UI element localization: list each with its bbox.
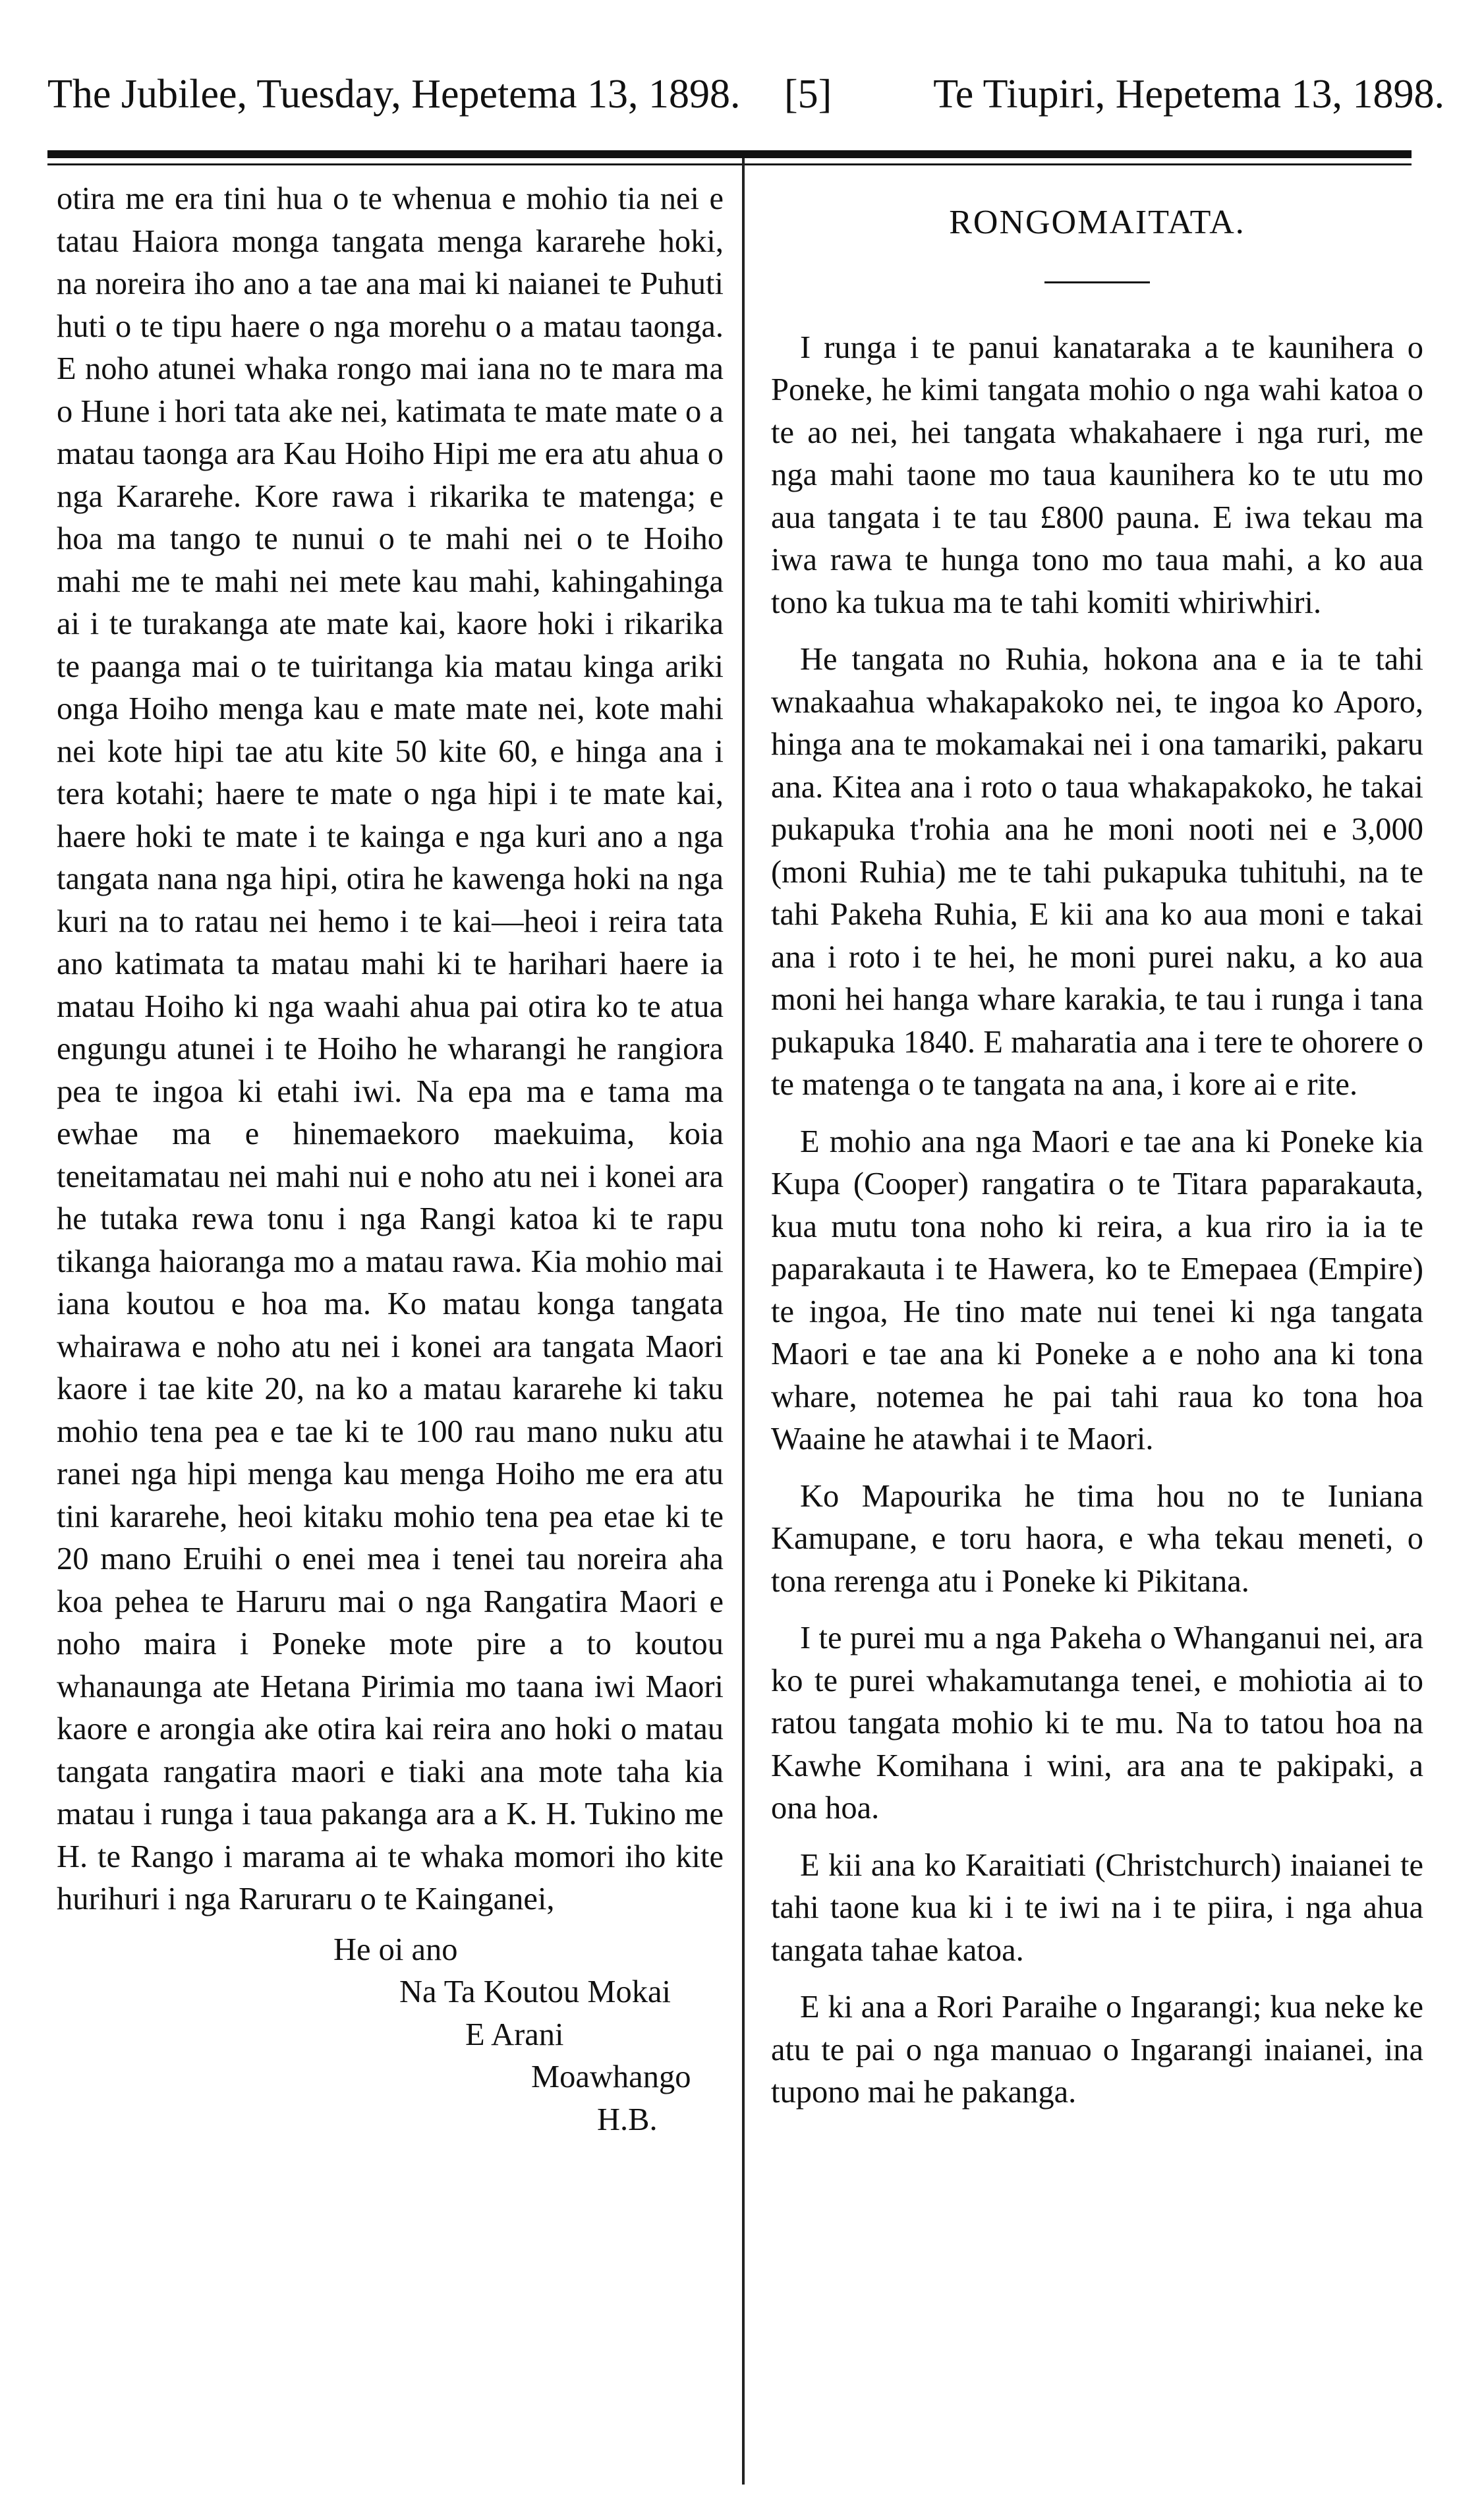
news-paragraph: He tangata no Ruhia, hokona ana e ia te tahi wnakaahua whakapakoko nei, te ingoa ko Aporo, hinga ana te mokamakai nei i ona tamariki, pakaru ana. Kitea ana i roto o taua whakapakoko, he takai pukapuka t'rohia ana he moni nooti nei e 3,000 (moni Ruhia) me te tahi pukapuka tuhituhi, na te tahi Pakeha Ruhia, E kii ana ko aua moni e takai ana i roto i te hei, he moni purei naku, a ko aua moni hei hanga whare karakia, te tau i runga i tana pukapuka 1840. E maharatia ana i tere te ohorere o te matenga o te tangata na ana, i kore ai e rite.	[771, 642, 1423, 1102]
letter-signoff	[57, 1929, 724, 2142]
header-rule-thick	[47, 150, 1412, 158]
page-number: [5]	[784, 72, 832, 117]
header-date-maori: Te Tiupiri, Hepetema 13, 1898.	[933, 72, 1444, 117]
heading-rule	[1044, 281, 1150, 283]
news-paragraph: E ki ana a Rori Paraihe o Ingarangi; kua neke ke atu te pai o nga manuao o Ingarangi inaianei, ina tupono mai he pakanga.	[771, 1990, 1423, 2110]
news-paragraph: I te purei mu a nga Pakeha o Whanganui nei, ara ko te purei whakamutanga tenei, e mohiotia ai to ratou tangata mohio ki te mu. Na to tatou hoa na Kawhe Komihana i wini, ara ana te pakipaki, a ona hoa.	[771, 1621, 1423, 1825]
signoff-region: H.B.	[597, 2102, 658, 2137]
news-paragraph: E mohio ana nga Maori e tae ana ki Poneke kia Kupa (Cooper) rangatira o te Titara paparakauta, kua mutu tona noho ki reira, a kua riro ia ia te paparakauta i te Hawera, ko te Emepaea (Empire) te ingoa, He tino mate nui tenei ki nga tangata Maori e tae ana ki Poneke a e noho ana ki tona whare, notemea he pai tahi raua ko tona hoa Waaine he atawhai i te Maori.	[771, 1124, 1423, 1456]
section-heading: RONGOMAITATA.	[949, 204, 1245, 241]
header-rule-thin	[47, 163, 1412, 165]
news-paragraph: I runga i te panui kanataraka a te kaunihera o Poneke, he kimi tangata mohio o nga wahi katoa o te ao nei, hei tangata whakahaere i nga ruri, me nga mahi taone mo taua kaunihera ko te utu mo aua tangata i te tau £800 pauna. E iwa tekau ma iwa rawa te hunga tono mo taua mahi, a ko aua tono ka tukua ma te tahi komiti whiriwhiri.	[771, 330, 1423, 620]
letter-body: otira me era tini hua o te whenua e mohio tia nei e tatau Haiora monga tangata menga kararehe hoki, na noreira iho ano a tae ana mai ki naianei te Puhuti huti o te tipu haere o nga morehu o a matau taonga. E noho atunei whaka rongo mai iana no te mara ma o Hune i hori tata ake nei, katimata te mate mate o a matau taonga ara Kau Hoiho Hipi me era atu ahua o nga Kararehe. Kore rawa i rikarika te matenga; e hoa ma tango te nunui o te mahi nei o te Hoiho mahi me te mahi nei mete kau mahi, kahingahinga ai i te turakanga ate mate kai, kaore hoki i rikarika te paanga mai o te tuiritanga kia matau kinga ariki onga Hoiho menga kau e mate mate nei, kote mahi nei kote hipi tae atu kite 50 kite 60, e hinga ana i tera kotahi; haere te mate o nga hipi i te mate kai, haere hoki te mate i te kainga e nga kuri ano a nga tangata nana nga hipi, otira he kawenga hoki na nga kuri na to ratau nei hemo i te kai—heoi i reira tata ano katimata ta matau mahi ki te harihari haere ia matau Hoiho ki nga waahi ahua pai otira ko te atua engungu atunei i te Hoiho he wharangi he rangiora pea te ingoa ki etahi iwi. Na epa ma e tama ma ewhae ma e hinemaekoro maekuima, koia teneitamatau nei mahi nui e noho atu nei i konei ara he tutaka rewa tonu i nga Rangi katoa ki te rapu tikanga haioranga mo a matau rawa. Kia mohio mai iana koutou e hoa ma. Ko matau konga tangata whairawa e noho atu nei i konei ara tangata Maori kaore i tae kite 20, na ko a matau kararehe ki taku mohio tena pea e tae ki te 100 rau mano nuku atu ranei nga hipi menga kau menga Hoiho me era atu tini kararehe, heoi kitaku mohio tena pea etae ki te 20 mano Eruihi o enei mea i tenei tau noreira aha koa pehea te Haruru mai o nga Rangatira Maori e noho maira i Poneke mote pire a to koutou whanaunga ate Hetana Pirimia mo taana iwi Maori kaore e arongia ake otira kai reira ano hoki o matau tangata rangatira maori e tiaki ana mote taha kia matau i runga i taua pakanga ara a K. H. Tukino me H. te Rango i marama ai te whaka momori iho kite hurihuri i nga Raruraru o te Kainganei,	[57, 181, 724, 1916]
signoff-closing: He oi ano	[333, 1932, 458, 1967]
masthead	[47, 58, 1444, 130]
signoff-place: Moawhango	[531, 2059, 691, 2094]
signoff-line: Na Ta Koutou Mokai	[399, 1974, 671, 2009]
left-column	[57, 178, 724, 2141]
news-paragraph: Ko Mapourika he tima hou no te Iuniana Kamupane, e toru haora, e wha tekau meneti, o tona rerenga atu i Poneke ki Pikitana.	[771, 1478, 1423, 1599]
right-column	[771, 178, 1423, 2129]
signoff-author: E Arani	[465, 2017, 564, 2052]
header-date-english: The Jubilee, Tuesday, Hepetema 13, 1898.	[47, 72, 741, 117]
column-divider	[742, 158, 745, 2485]
news-paragraph: E kii ana ko Karaitiati (Christchurch) inaianei te tahi taone kua ki i te iwi na i te piira, i nga ahua tangata tahae katoa.	[771, 1847, 1423, 1968]
